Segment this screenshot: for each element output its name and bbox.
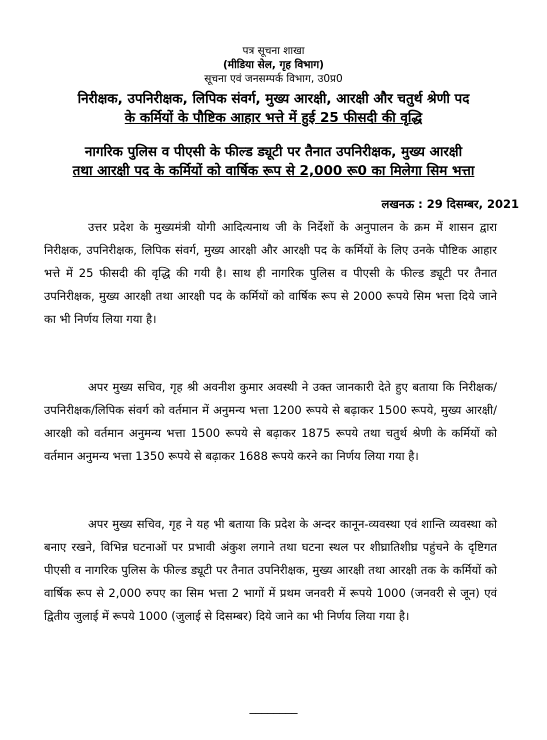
end-mark: ________ bbox=[249, 700, 298, 714]
subheadline-line-2: तथा आरक्षी पद के कर्मियों को वार्षिक रूप से 2,000 रू0 का मिलेगा सिम भत्ता bbox=[72, 163, 475, 179]
body-paragraph-3: अपर मुख्य सचिव, गृह ने यह भी बताया कि प्रदेश के अन्दर कानून-व्यवस्था एवं शान्ति व्यवस्था को बनाए रखने, विभिन्न घटनाओं पर प्रभावी अंकुश लगाने तथा घटना स्थल पर शीघ्रातिशीघ्र पहुंचने के दृष्टिगत पीएसी व नागरिक पुलिस के फील्ड ड्यूटी पर तैनात उपनिरीक्षक, मुख्य आरक्षी तथा आरक्षी तक के कर्मियों को वार्षिक रूप से 2,000 रुपए का सिम भत्ता 2 भागों में प्रथम जनवरी में रूपये 1000 (जनवरी से जून) एवं द्वितीय जुलाई में रूपये 1000 (जुलाई से दिसम्बर) दिये जाने का भी निर्णय लिया गया है। bbox=[44, 517, 497, 623]
headline-line-1: निरीक्षक, उपनिरीक्षक, लिपिक संवर्ग, मुख्य आरक्षी, आरक्षी और चतुर्थ श्रेणी पद bbox=[77, 91, 470, 107]
body-paragraph-1: उत्तर प्रदेश के मुख्यमंत्री योगी आदित्यनाथ जी के निर्देशों के अनुपालन के क्रम में शासन द्वारा निरीक्षक, उपनिरीक्षक, लिपिक संवर्ग, मुख्य आरक्षी और आरक्षी पद के कर्मियों के लिए उनके पौष्टिक आहार भत्ते में 25 फीसदी की वृद्धि की गयी है। साथ ही नागरिक पुलिस व पीएसी के फील्ड ड्यूटी पर तैनात उपनिरीक्षक, मुख्य आरक्षी तथा आरक्षी पद के कर्मियों को वार्षिक रूप से 2000 रूपये सिम भत्ता दिये जाने का भी निर्णय लिया गया है। bbox=[44, 220, 497, 326]
header-department: सूचना एवं जनसम्पर्क विभाग, उ0प्र0 bbox=[204, 73, 343, 85]
headline-line-2: के कर्मियों के पौष्टिक आहार भत्ते में हुई 25 फीसदी की वृद्धि bbox=[124, 110, 423, 126]
body-paragraph-2: अपर मुख्य सचिव, गृह श्री अवनीश कुमार अवस्थी ने उक्त जानकारी देते हुए बताया कि निरीक्षक/उपनिरीक्षक/लिपिक संवर्ग को वर्तमान में अनुमन्य भत्ता 1200 रूपये से बढ़ाकर 1500 रूपये, मुख्य आरक्षी/आरक्षी को वर्तमान अनुमन्य भत्ता 1500 रूपये से बढ़ाकर 1875 रूपये तथा चतुर्थ श्रेणी के कर्मियों को वर्तमान अनुमन्य भत्ता 1350 रूपये से बढ़ाकर 1688 रूपये करने का निर्णय लिया गया है। bbox=[44, 380, 497, 463]
subheadline-line-1: नागरिक पुलिस व पीएसी के फील्ड ड्यूटी पर तैनात उपनिरीक्षक, मुख्य आरक्षी bbox=[84, 144, 463, 160]
header-office-name: पत्र सूचना शाखा bbox=[242, 45, 305, 57]
header-cell-name: (मीडिया सेल, गृह विभाग) bbox=[223, 59, 324, 71]
dateline: लखनऊ : 29 दिसम्बर, 2021 bbox=[381, 197, 519, 211]
